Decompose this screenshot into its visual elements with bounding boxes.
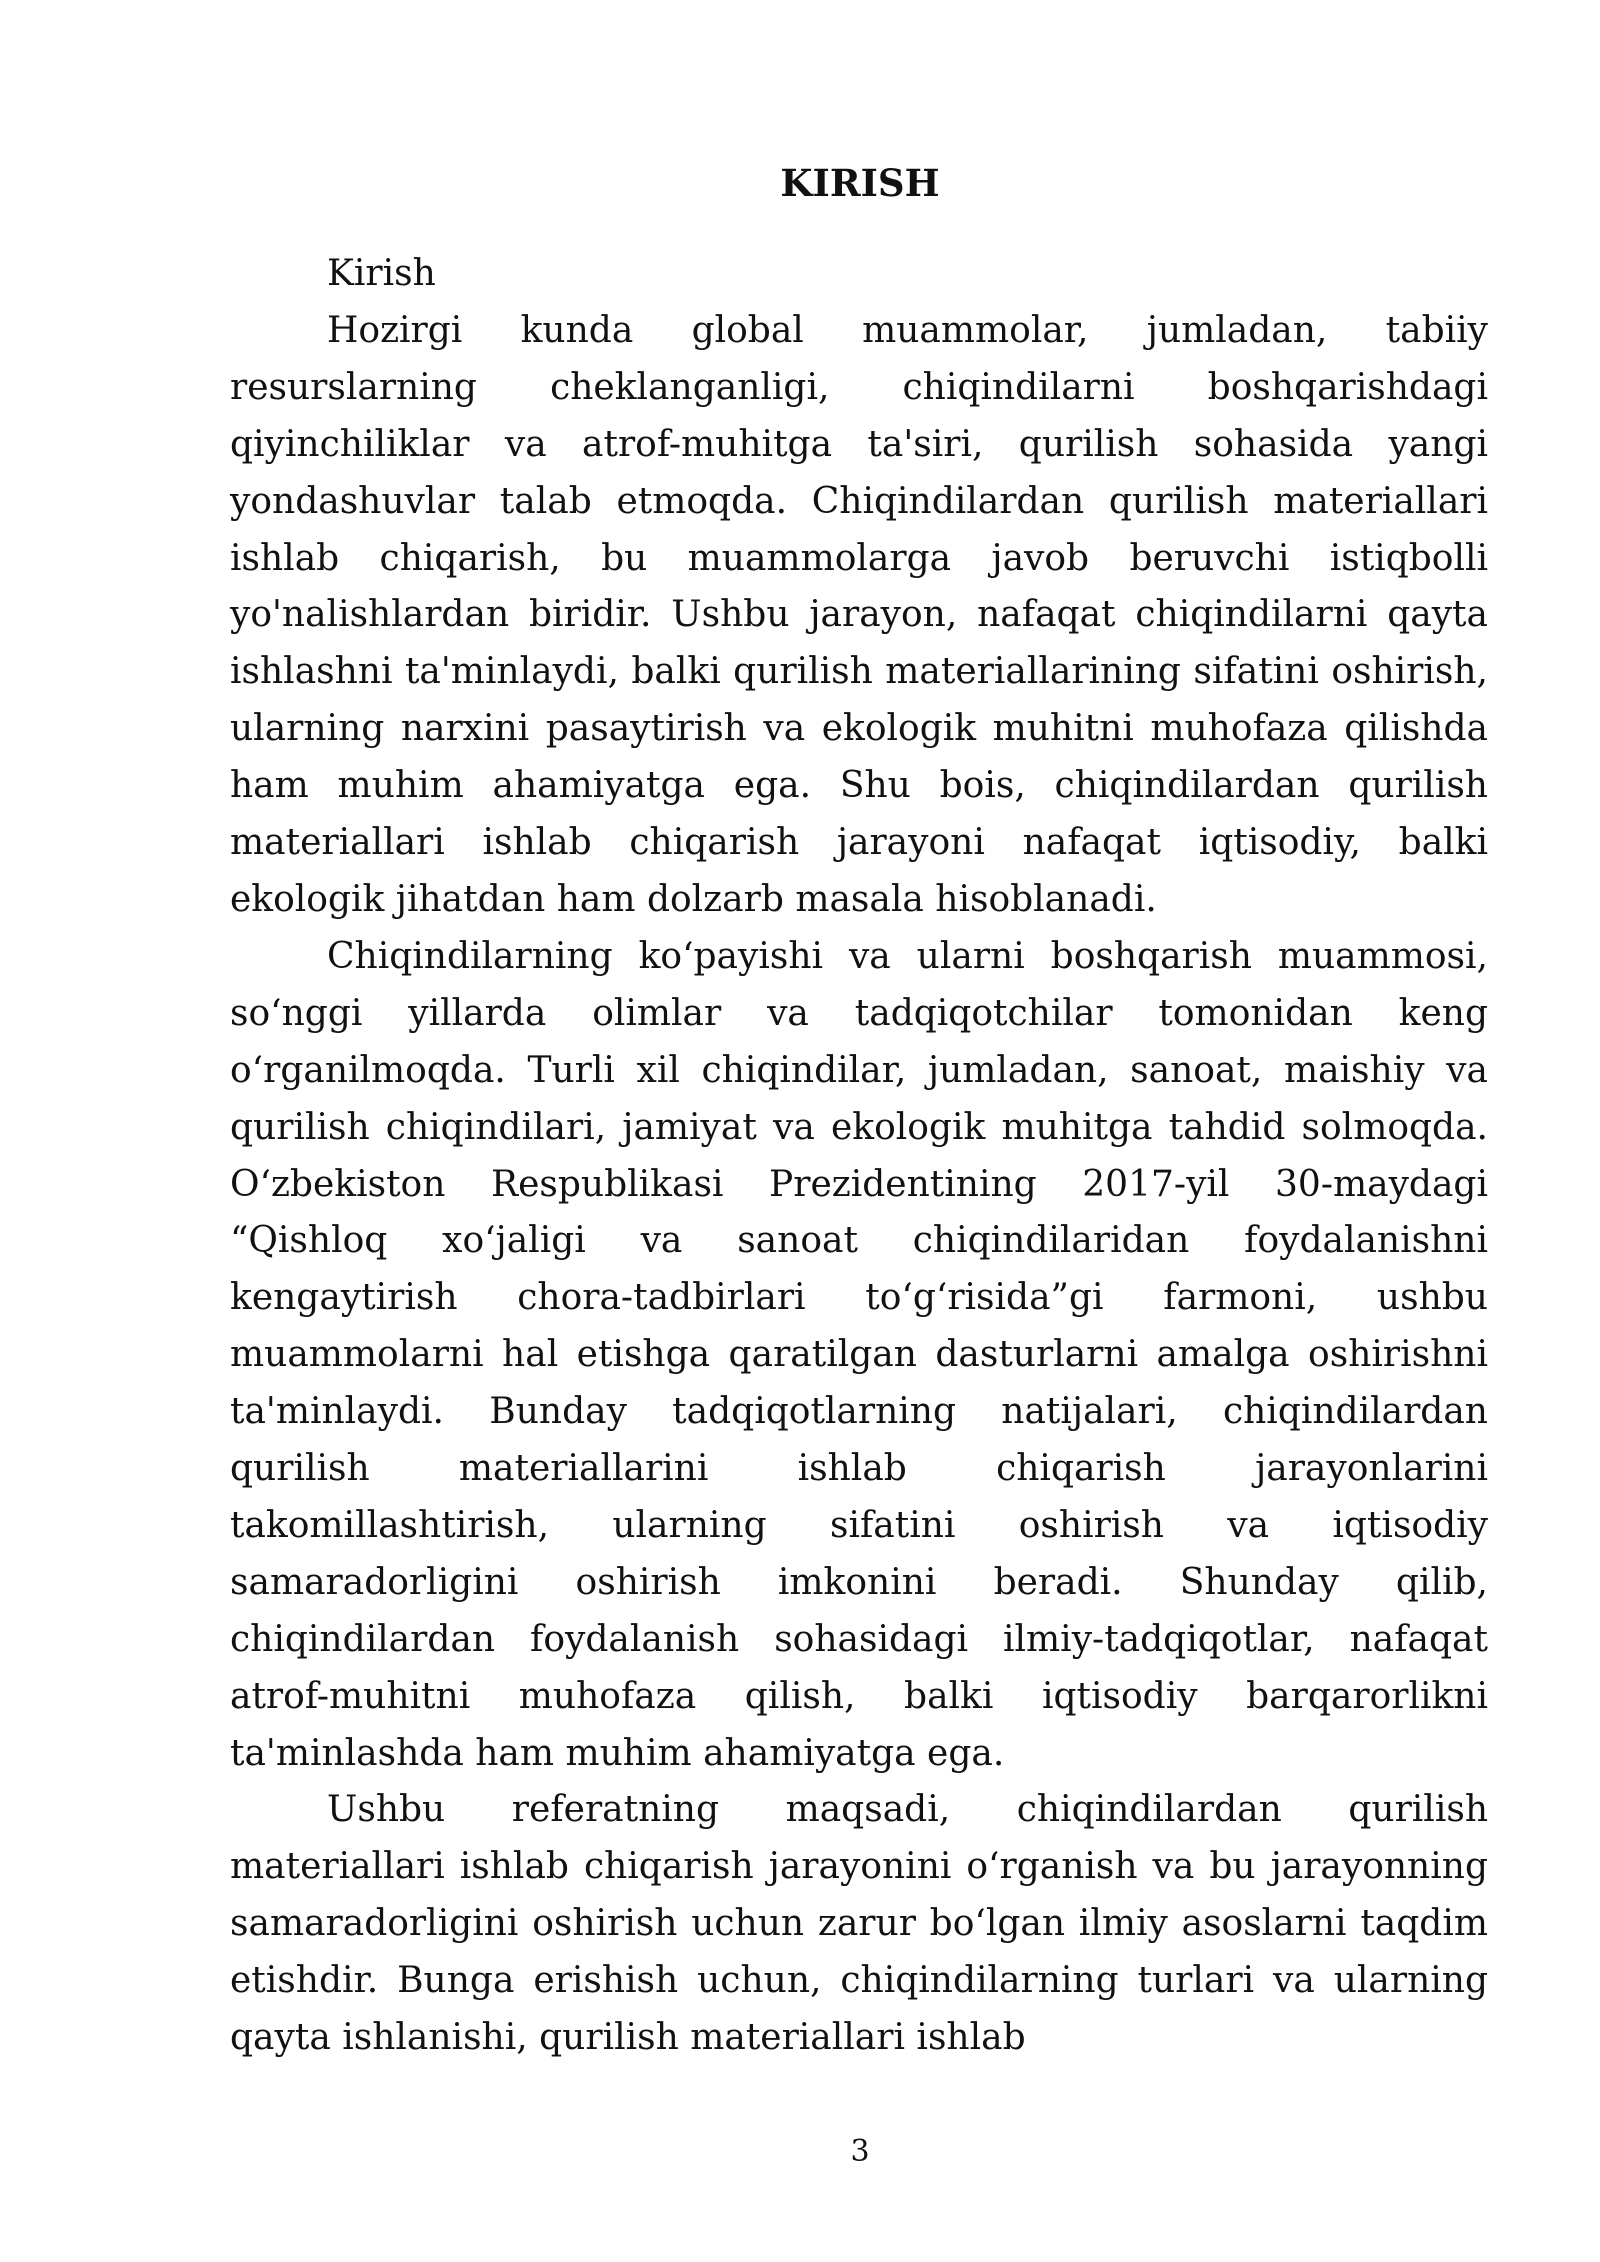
page-title: KIRISH	[780, 161, 940, 205]
page-number: 3	[850, 2134, 870, 2169]
paragraph-intro: Hozirgi kunda global muammolar, jumladan, tabiiy resurslarning cheklanganligi, chiqindilarni boshqarishdagi qiyinchiliklar va atrof-muhitga ta'siri, qurilish sohasida yangi yondashuvlar talab etmoqda. Chiqindilardan qurilish materiallari ishlab chiqarish, bu muammolarga javob beruvchi istiqbolli yo'nalishlardan biridir. Ushbu jarayon, nafaqat chiqindilarni qayta ishlashni ta'minlaydi, balki qurilish materiallarining sifatini oshirish, ularning narxini pasaytirish va ekologik muhitni muhofaza qilishda ham muhim ahamiyatga ega. Shu bois, chiqindilardan qurilish materiallari ishlab chiqarish jarayoni nafaqat iqtisodiy, balki ekologik jihatdan ham dolzarb masala hisoblanadi.	[230, 309, 1488, 920]
paragraph-purpose: Ushbu referatning maqsadi, chiqindilardan qurilish materiallari ishlab chiqarish jarayonini oʻrganish va bu jarayonning samaradorligini oshirish uchun zarur boʻlgan ilmiy asoslarni taqdim etishdir. Bunga erishish uchun, chiqindilarning turlari va ularning qayta ishlanishi, qurilish materiallari ishlab	[230, 1789, 1488, 2059]
paragraph-waste-management: Chiqindilarning koʻpayishi va ularni boshqarish muammosi, soʻnggi yillarda olimlar va tadqiqotchilar tomonidan keng oʻrganilmoqda. Turli xil chiqindilar, jumladan, sanoat, maishiy va qurilish chiqindilari, jamiyat va ekologik muhitga tahdid solmoqda. Oʻzbekiston Respublikasi Prezidentining 2017-yil 30-maydagi “Qishloq xoʻjaligi va sanoat chiqindilaridan foydalanishni kengaytirish chora-tadbirlari toʻgʻrisida”gi farmoni, ushbu muammolarni hal etishga qaratilgan dasturlarni amalga oshirishni ta'minlaydi. Bunday tadqiqotlarning natijalari, chiqindilardan qurilish materiallarini ishlab chiqarish jarayonlarini takomillashtirish, ularning sifatini oshirish va iqtisodiy samaradorligini oshirish imkonini beradi. Shunday qilib, chiqindilardan foydalanish sohasidagi ilmiy-tadqiqotlar, nafaqat atrof-muhitni muhofaza qilish, balki iqtisodiy barqarorlikni ta'minlashda ham muhim ahamiyatga ega.	[230, 935, 1488, 1774]
section-heading-paragraph: Kirish	[327, 253, 436, 294]
body-text	[230, 246, 1488, 2067]
